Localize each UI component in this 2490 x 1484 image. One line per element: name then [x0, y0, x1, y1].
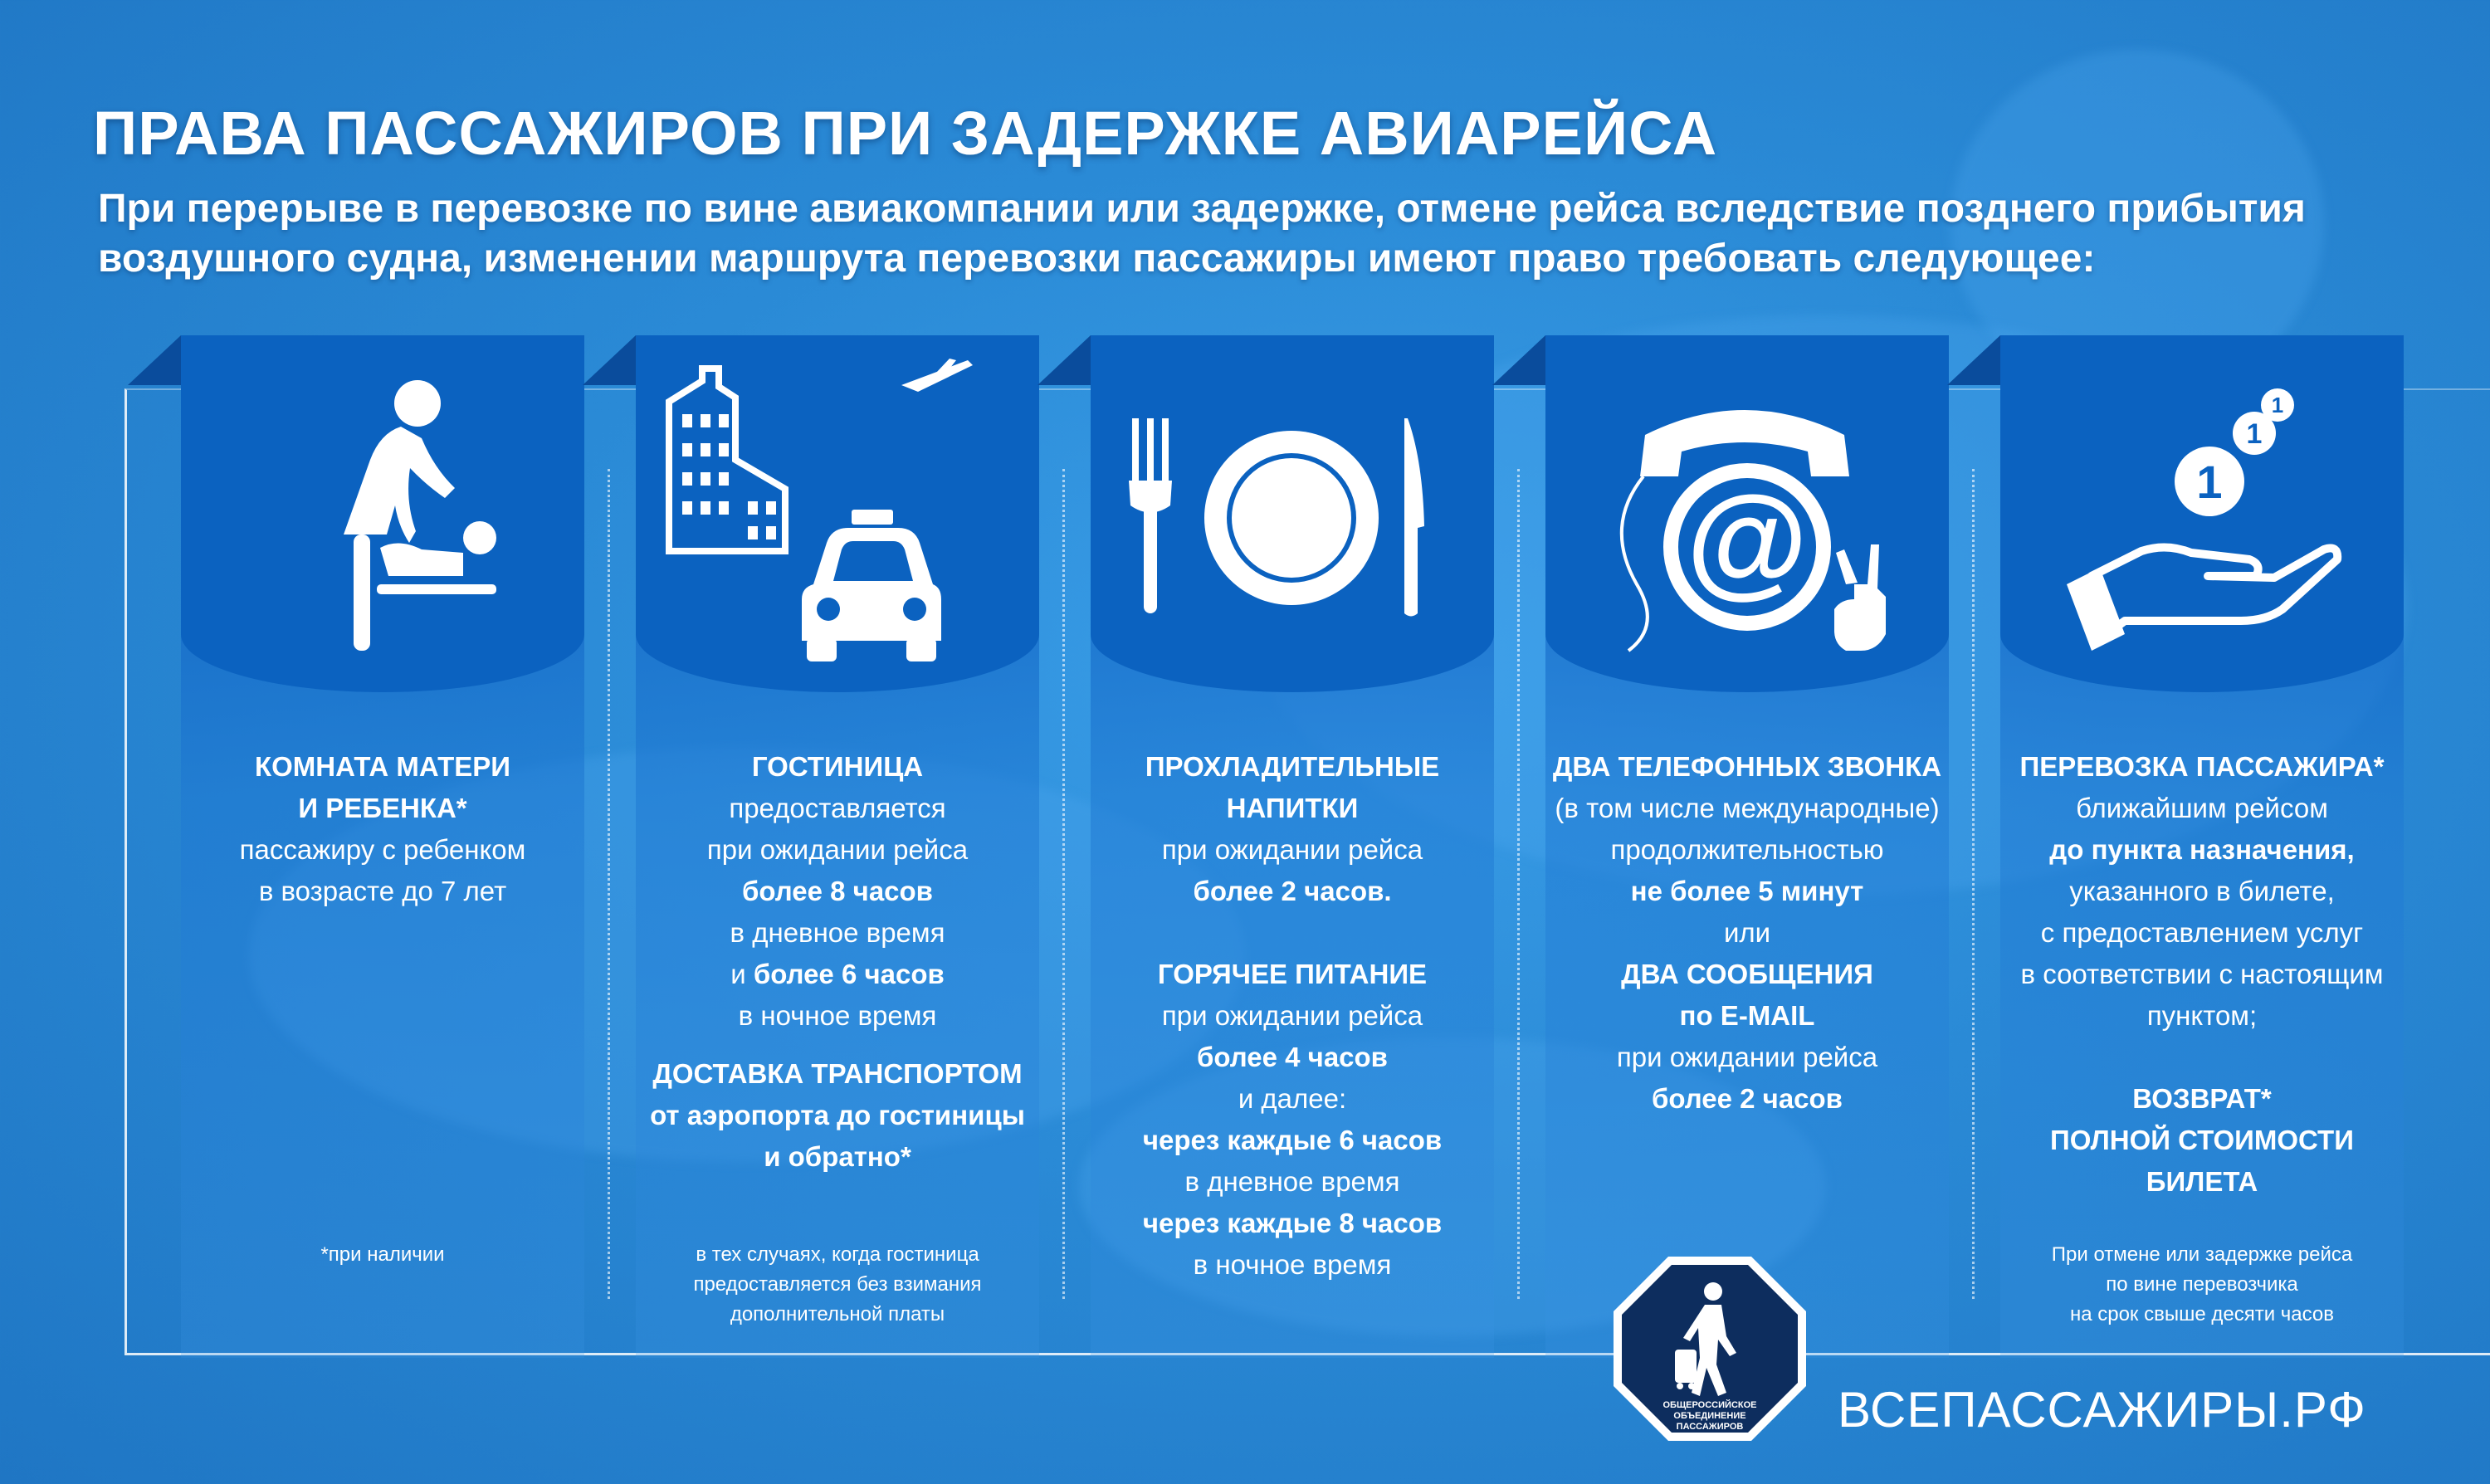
card-line: более 8 часов [742, 876, 933, 906]
card-text [181, 746, 584, 912]
card-line-part: более 6 часов [753, 959, 945, 989]
note-line: При отмене или задержке рейса [2051, 1243, 2353, 1266]
logo-text-line: ПАССАЖИРОВ [1676, 1422, 1744, 1432]
card-heading: БИЛЕТА [2146, 1166, 2258, 1197]
card-heading: ГОРЯЧЕЕ ПИТАНИЕ [1157, 959, 1428, 989]
card-line: (в том числе международные) [1555, 793, 1940, 823]
icon-panel [1091, 335, 1494, 692]
card-line: с предоставлением услуг [2040, 917, 2364, 948]
card-line: указанного в билете, [2069, 876, 2335, 906]
card-line: при ожидании рейса [1161, 1000, 1423, 1031]
icon-panel [636, 335, 1039, 692]
column-divider [1062, 469, 1065, 1299]
card-line: при ожидании рейса [706, 834, 969, 865]
note-line: дополнительной платы [730, 1303, 945, 1325]
card-line [636, 954, 1039, 995]
card-line: более 4 часов [1197, 1042, 1388, 1072]
card-line-part: и [730, 959, 746, 989]
icon-panel [1545, 335, 1949, 692]
card-line: или [1723, 917, 1771, 948]
icon-panel [181, 335, 584, 692]
card-line: через каждые 8 часов [1142, 1208, 1443, 1238]
coin-label: 1 [2271, 393, 2284, 417]
card-line: при ожидании рейса [1161, 834, 1423, 865]
card-heading: И РЕБЕНКА* [298, 793, 467, 823]
card-line: не более 5 минут [1630, 876, 1864, 906]
hotel-taxi-icon [636, 335, 1039, 692]
card-line: в дневное время [730, 917, 945, 948]
card-heading: КОМНАТА МАТЕРИ [255, 751, 510, 782]
page-subtitle: При перерыве в перевозке по вине авиакомпании или задержке, отмене рейса вследствие позднего прибытия воздушного судна, изменении маршрута перевозки пассажиры имеют право требовать следующее: [98, 187, 2306, 281]
meal-icon [1091, 335, 1494, 692]
card-line: при ожидании рейса [1616, 1042, 1878, 1072]
card-line: более 2 часов [1652, 1083, 1843, 1114]
note-line: *при наличии [320, 1243, 445, 1266]
card-transport-refund [2000, 335, 2404, 1358]
site-address[interactable]: ВСЕПАССАЖИРЫ.РФ [1838, 1382, 2366, 1438]
card-heading: ДВА СООБЩЕНИЯ [1621, 959, 1873, 989]
card-heading: ДВА ТЕЛЕФОННЫХ ЗВОНКА [1552, 751, 1942, 782]
card-note [181, 1240, 584, 1270]
card-text [636, 746, 1039, 1178]
card-line: и обратно* [764, 1141, 911, 1172]
note-line: на срок свыше десяти часов [2069, 1303, 2335, 1325]
card-heading: ПЕРЕВОЗКА ПАССАЖИРА* [2019, 751, 2385, 782]
card-line: продолжительностью [1610, 834, 1884, 865]
card-line: в соответствии с настоящим [2020, 959, 2384, 989]
card-heading: НАПИТКИ [1226, 793, 1359, 823]
card-line: ближайшим рейсом [2076, 793, 2328, 823]
column-divider [1972, 469, 1975, 1299]
card-heading: ВОЗВРАТ* [2132, 1083, 2272, 1114]
card-heading: ДОСТАВКА ТРАНСПОРТОМ [652, 1058, 1023, 1089]
card-hotel [636, 335, 1039, 1358]
column-divider [608, 469, 610, 1299]
card-meal [1091, 335, 1494, 1358]
card-text [1091, 746, 1494, 1286]
note-line: по вине перевозчика [2106, 1273, 2298, 1296]
card-line: пассажиру с ребенком [239, 834, 526, 865]
card-heading: по E-MAIL [1679, 1000, 1815, 1031]
hand-coins-icon [2000, 335, 2404, 692]
card-text [2000, 746, 2404, 1203]
card-line: до пункта назначения, [2049, 834, 2355, 865]
passengers-association-logo [1610, 1253, 1809, 1444]
mother-child-icon [181, 335, 584, 692]
card-line: более 2 часов. [1193, 876, 1392, 906]
phone-email-icon [1545, 335, 1949, 692]
card-note [636, 1240, 1039, 1330]
card-mother-child [181, 335, 584, 1358]
card-heading: ПРОХЛАДИТЕЛЬНЫЕ [1145, 751, 1440, 782]
card-heading: ГОСТИНИЦА [751, 751, 924, 782]
card-line: и далее: [1238, 1083, 1347, 1114]
card-line: через каждые 6 часов [1142, 1125, 1443, 1155]
logo-text-line: ОБЪЕДИНЕНИЕ [1673, 1411, 1746, 1421]
card-text [1545, 746, 1949, 1120]
card-line: от аэропорта до гостиницы [650, 1100, 1025, 1130]
card-line: в ночное время [1193, 1249, 1392, 1280]
page-title: ПРАВА ПАССАЖИРОВ ПРИ ЗАДЕРЖКЕ АВИАРЕЙСА [93, 99, 1718, 168]
card-note [2000, 1240, 2404, 1330]
card-line: в возрасте до 7 лет [258, 876, 507, 906]
card-line: в ночное время [738, 1000, 937, 1031]
card-phone-email [1545, 335, 1949, 1358]
at-symbol: @ [1686, 470, 1809, 609]
note-line: предоставляется без взимания [693, 1273, 982, 1296]
logo-text-line: ОБЩЕРОССИЙСКОЕ [1662, 1400, 1757, 1410]
card-line: пунктом; [2146, 1000, 2258, 1031]
coin-label: 1 [2196, 456, 2223, 508]
coin-label: 1 [2246, 418, 2263, 450]
column-divider [1517, 469, 1520, 1299]
card-heading: ПОЛНОЙ СТОИМОСТИ [2050, 1125, 2354, 1155]
icon-panel [2000, 335, 2404, 692]
note-line: в тех случаях, когда гостиница [696, 1243, 979, 1266]
card-line: предоставляется [729, 793, 946, 823]
card-line: в дневное время [1184, 1166, 1400, 1197]
